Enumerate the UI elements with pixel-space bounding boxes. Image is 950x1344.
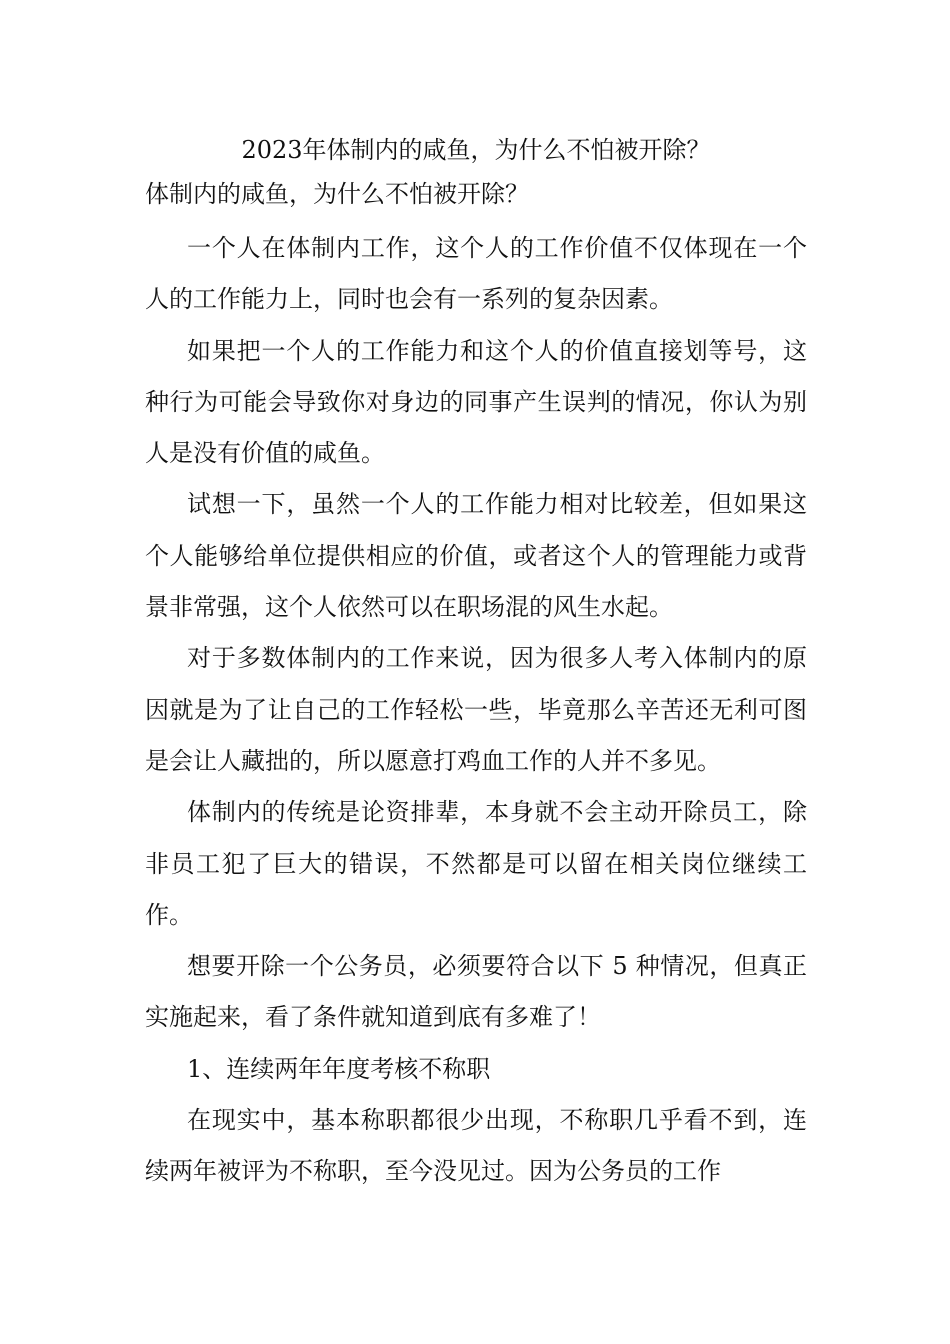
paragraph: 体制内的传统是论资排辈，本身就不会主动开除员工，除非员工犯了巨大的错误，不然都是可以留在相关岗位继续工作。 [145, 798, 807, 929]
paragraph: 试想一下，虽然一个人的工作能力相对比较差，但如果这个人能够给单位提供相应的价值，或者这个人的管理能力或背景非常强，这个人依然可以在职场混的风生水起。 [145, 490, 807, 622]
paragraph: 在现实中，基本称职都很少出现，不称职几乎看不到，连续两年被评为不称职，至今没见过。因为公务员的工作 [145, 1106, 807, 1186]
section-heading: 1、连续两年年度考核不称职 [187, 1054, 491, 1083]
document-title: 2023年体制内的咸鱼，为什么不怕被开除？ [241, 136, 711, 164]
document-subtitle: 体制内的咸鱼，为什么不怕被开除？ [145, 180, 529, 208]
paragraph: 如果把一个人的工作能力和这个人的价值直接划等号，这种行为可能会导致你对身边的同事产生误判的情况，你认为别人是没有价值的咸鱼。 [145, 336, 807, 468]
paragraph: 一个人在体制内工作，这个人的工作价值不仅体现在一个人的工作能力上，同时也会有一系列的复杂因素。 [145, 234, 807, 314]
paragraph: 对于多数体制内的工作来说，因为很多人考入体制内的原因就是为了让自己的工作轻松一些，毕竟那么辛苦还无利可图是会让人藏拙的，所以愿意打鸡血工作的人并不多见。 [145, 644, 807, 775]
paragraph: 想要开除一个公务员，必须要符合以下 5 种情况，但真正实施起来，看了条件就知道到底有多难了！ [145, 952, 807, 1032]
document-page [145, 128, 807, 1198]
